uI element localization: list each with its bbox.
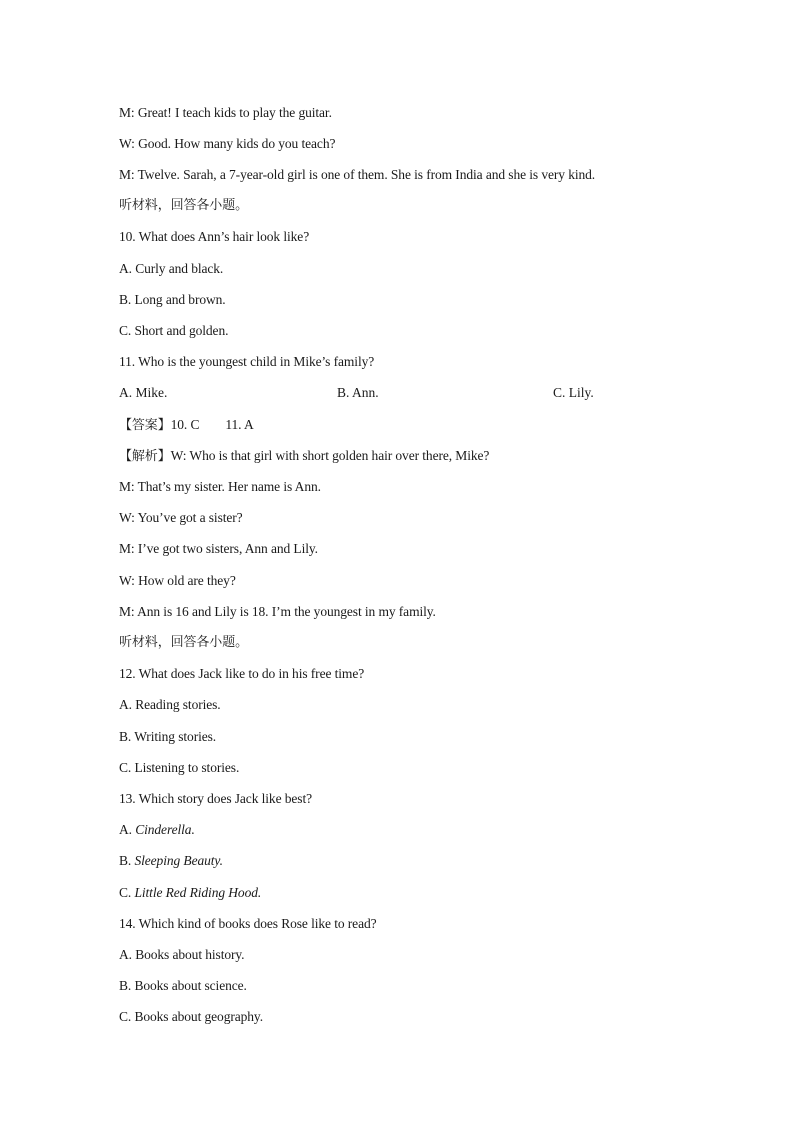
analysis-line: [119, 447, 489, 466]
option-13b-title: Sleeping Beauty.: [134, 853, 223, 868]
option-14c: C. Books about geography.: [119, 1009, 263, 1024]
option-13a: [119, 821, 195, 839]
question-14: 14. Which kind of books does Rose like to read?: [119, 916, 377, 931]
option-11a: A. Mike.: [119, 385, 168, 400]
option-14b: B. Books about science.: [119, 978, 247, 993]
analysis-first: W: Who is that girl with short golden hair over there, Mike?: [170, 448, 490, 463]
analysis-dialogue-line: M: That’s my sister. Her name is Ann.: [119, 479, 321, 494]
dialogue-line: M: Twelve. Sarah, a 7-year-old girl is one of them. She is from India and she is very kind.: [119, 167, 596, 182]
option-10c: C. Short and golden.: [119, 323, 229, 338]
option-13a-prefix: A.: [119, 822, 136, 837]
question-10: 10. What does Ann’s hair look like?: [119, 229, 310, 244]
question-12: 12. What does Jack like to do in his free time?: [119, 666, 365, 681]
answer-line: [119, 416, 254, 435]
option-13c-title: Little Red Riding Hood.: [134, 885, 262, 900]
answer-11: 11. A: [225, 417, 254, 432]
analysis-dialogue-line: W: How old are they?: [119, 573, 236, 588]
option-12c: C. Listening to stories.: [119, 760, 240, 775]
option-12a: A. Reading stories.: [119, 697, 221, 712]
option-13a-title: Cinderella.: [135, 822, 195, 837]
analysis-dialogue-line: M: I’ve got two sisters, Ann and Lily.: [119, 541, 318, 556]
dialogue-line: M: Great! I teach kids to play the guitar.: [119, 105, 332, 120]
option-10a: A. Curly and black.: [119, 261, 224, 276]
dialogue-line: W: Good. How many kids do you teach?: [119, 136, 336, 151]
answer-label: 【答案】: [119, 418, 171, 433]
option-13b: [119, 852, 223, 870]
option-11c: C. Lily.: [553, 385, 594, 400]
instruction: 听材料，回答各小题。: [119, 198, 249, 213]
answer-10: 10. C: [170, 417, 200, 432]
option-12b: B. Writing stories.: [119, 729, 217, 744]
question-11: 11. Who is the youngest child in Mike’s family?: [119, 354, 375, 369]
option-10b: B. Long and brown.: [119, 292, 226, 307]
analysis-label: 【解析】: [119, 449, 171, 464]
option-11b: B. Ann.: [337, 385, 379, 400]
instruction: 听材料，回答各小题。: [119, 635, 249, 650]
option-13c: [119, 884, 261, 902]
analysis-dialogue-line: M: Ann is 16 and Lily is 18. I’m the youngest in my family.: [119, 604, 436, 619]
option-13c-prefix: C.: [119, 885, 135, 900]
question-13: 13. Which story does Jack like best?: [119, 791, 312, 806]
analysis-dialogue-line: W: You’ve got a sister?: [119, 510, 243, 525]
option-14a: A. Books about history.: [119, 947, 245, 962]
option-13b-prefix: B.: [119, 853, 135, 868]
